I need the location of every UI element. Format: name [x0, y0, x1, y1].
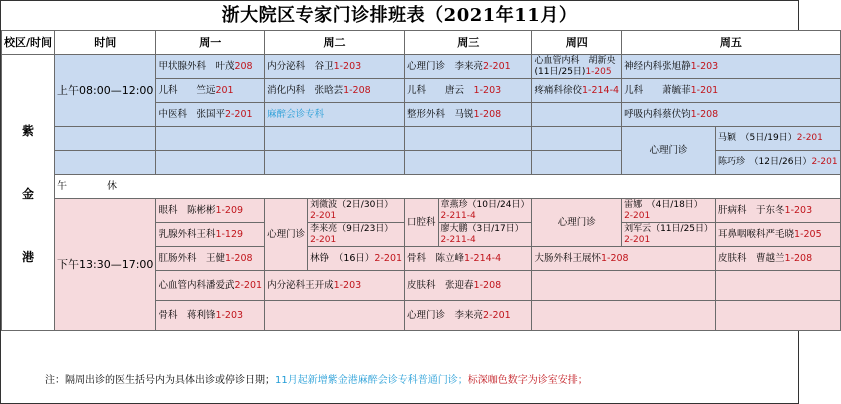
- header-thu: 周四: [532, 31, 622, 55]
- slot: 皮肤科 曹越兰1-208: [716, 247, 841, 271]
- header-campus-time: 校区/时间: [2, 31, 55, 55]
- note-text: 注：隔周出诊的医生括号内为具体出诊或停诊日期；: [45, 375, 275, 386]
- campus-char: 金: [22, 187, 35, 201]
- slot-empty: [716, 301, 841, 331]
- header-wed: 周三: [405, 31, 532, 55]
- slot: 儿科 竺远201: [156, 79, 265, 103]
- slot-empty: [156, 151, 265, 175]
- slot: 内分泌科 谷卫1-203: [265, 55, 405, 79]
- slot-empty: [265, 151, 405, 175]
- header-fri: 周五: [622, 31, 841, 55]
- slot: [532, 103, 622, 127]
- psych-label-tue: 心理门诊: [265, 199, 308, 271]
- slot: 皮肤科 张迎春1-208: [405, 271, 532, 301]
- slot-empty: [716, 271, 841, 301]
- header-tue: 周二: [265, 31, 405, 55]
- slot: 心血管内科潘爱武2-201: [156, 271, 265, 301]
- slot: 刘微波（2日/30日） 2-201: [308, 199, 405, 223]
- slot: 眼科 陈彬彬1-209: [156, 199, 265, 223]
- slot-empty: [156, 127, 265, 151]
- slot: 甲状腺外科 叶茂208: [156, 55, 265, 79]
- slot-empty: [532, 127, 622, 151]
- slot: 雷娜 （4日/18日） 2-201: [622, 199, 716, 223]
- oral-label-wed: 口腔科: [405, 199, 439, 247]
- pm-time: 下午13:30—17:00: [55, 199, 156, 331]
- noon-break: 午 休: [55, 175, 841, 199]
- slot: 神经内科张旭静1-203: [622, 55, 841, 79]
- slot-empty: [532, 301, 716, 331]
- slot: 陈巧珍 （12日/26日）2-201: [716, 151, 841, 175]
- page-title: 浙大院区专家门诊排班表（2021年11月）: [221, 5, 578, 26]
- campus-char: 港: [22, 250, 35, 264]
- slot: 肝病科 于东冬1-203: [716, 199, 841, 223]
- slot: 廖大鹏（3日/17日） 2-211-4: [438, 223, 532, 247]
- slot: 儿科 萧毓菲1-201: [622, 79, 841, 103]
- slot: 疼痛科徐佼1-214-4: [532, 79, 622, 103]
- am-time: 上午08:00—12:00: [55, 55, 156, 127]
- slot-empty: [532, 151, 622, 175]
- slot: 心血管内科 胡新央 (11日/25日)1-205: [532, 55, 622, 79]
- header-time: 时间: [55, 31, 156, 55]
- slot: 乳腺外科王科1-129: [156, 223, 265, 247]
- schedule-table: [1, 30, 841, 331]
- note-room-legend: 标深咖色数字为诊室安排；: [467, 375, 588, 386]
- slot: 内分泌科王开成1-203: [265, 271, 405, 301]
- noon-row: [2, 175, 841, 199]
- slot: 肛肠外科 王健1-208: [156, 247, 265, 271]
- slot-empty: [532, 271, 716, 301]
- header-row: [2, 31, 841, 55]
- campus-name: [2, 55, 55, 331]
- campus-char: 紫: [22, 124, 35, 138]
- slot: 刘军云（11日/25日） 2-201: [622, 223, 716, 247]
- slot-empty: [265, 301, 405, 331]
- slot: 章燕珍（10日/24日） 2-211-4: [438, 199, 532, 223]
- slot: 心理门诊 李来亮2-201: [405, 301, 532, 331]
- slot: 中医科 张国平2-201: [156, 103, 265, 127]
- am-row: [2, 55, 841, 79]
- slot: 呼吸内科蔡伏钧1-208: [622, 103, 841, 127]
- slot: 大肠外科王展怀1-208: [532, 247, 716, 271]
- psych-label-thu: 心理门诊: [532, 199, 622, 247]
- slot: 骨科 陈立峰1-214-4: [405, 247, 532, 271]
- slot: 林铮 （16日）2-201: [308, 247, 405, 271]
- slot: 心理门诊 李来亮2-201: [405, 55, 532, 79]
- slot: 整形外科 马锐1-208: [405, 103, 532, 127]
- slot: 马颖 （5日/19日）2-201: [716, 127, 841, 151]
- slot: 消化内科 张晗芸1-208: [265, 79, 405, 103]
- slot: 儿科 唐云 1-203: [405, 79, 532, 103]
- am-row: [2, 127, 841, 151]
- note-new-service: 11月起新增紫金港麻醉会诊专科普通门诊；: [275, 375, 468, 386]
- slot: 李来亮（9日/23日） 2-201: [308, 223, 405, 247]
- slot: 骨科 蒋利锋1-203: [156, 301, 265, 331]
- slot-empty: [55, 151, 156, 175]
- slot-empty: [405, 127, 532, 151]
- psych-label-fri: 心理门诊: [622, 127, 716, 175]
- slot-empty: [405, 151, 532, 175]
- slot: 麻醉会诊专科: [265, 103, 405, 127]
- footnote: [1, 359, 798, 403]
- slot-empty: [55, 127, 156, 151]
- slot: 耳鼻咽喉科严毛晓1-205: [716, 223, 841, 247]
- header-mon: 周一: [156, 31, 265, 55]
- slot-empty: [265, 127, 405, 151]
